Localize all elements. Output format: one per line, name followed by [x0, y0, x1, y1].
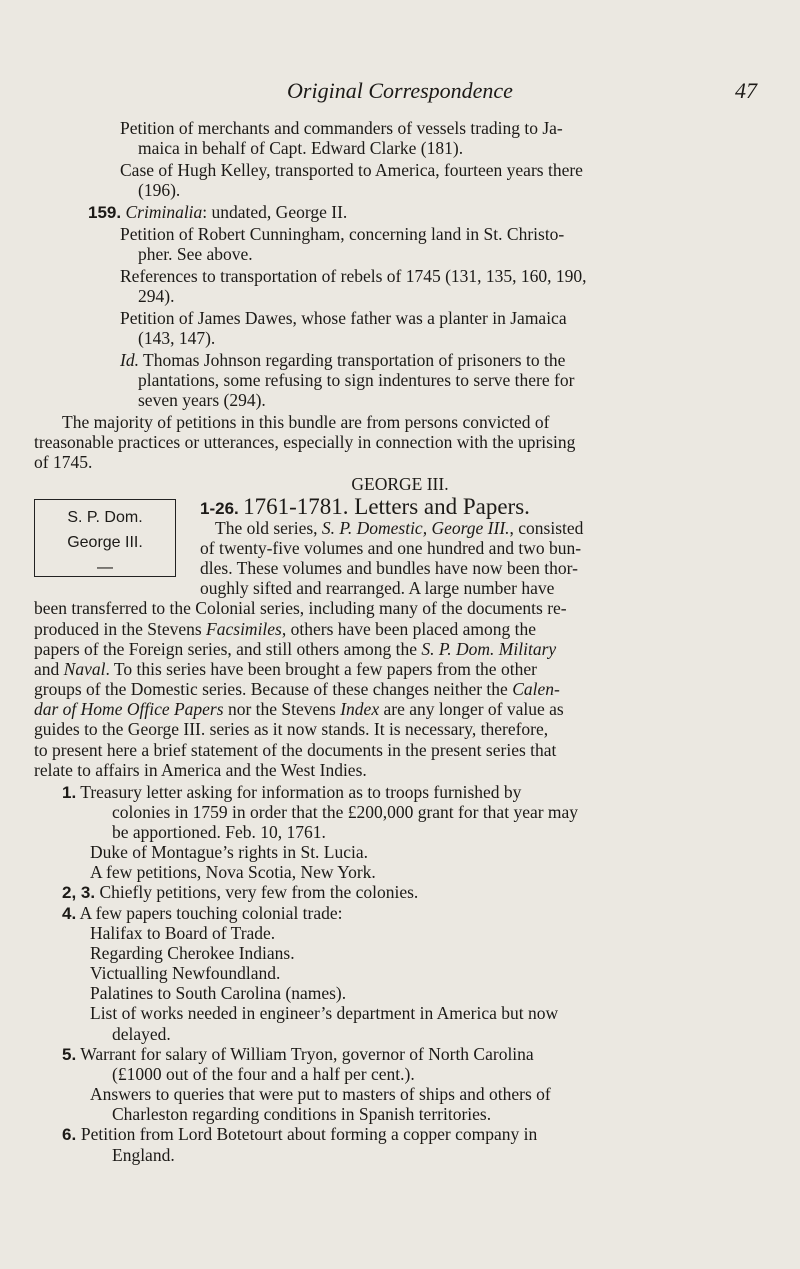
list-item: [62, 782, 521, 803]
item-159-heading: [88, 202, 347, 223]
text-line: Petition of merchants and commanders of vessels trading to Ja-: [120, 118, 563, 138]
section-number: 1-26.: [200, 499, 239, 518]
item-number: 4.: [62, 903, 77, 923]
text-line: dles. These volumes and bundles have now been thor-: [200, 558, 578, 579]
text-span: S. P. Dom. Military: [421, 638, 557, 659]
text-line: pher. See above.: [138, 244, 253, 264]
text-span: Facsimiles: [206, 618, 282, 639]
list-item: [62, 903, 343, 924]
section-heading: GEORGE III.: [351, 474, 449, 495]
text-line: to present here a brief statement of the documents in the present series that: [34, 739, 557, 760]
text-line: [34, 659, 537, 680]
text-line: References to transportation of rebels of 1745 (131, 135, 160, 190,: [120, 265, 587, 286]
text-line: The majority of petitions in this bundle are from persons convicted of: [62, 412, 550, 432]
item-number: 5.: [62, 1044, 77, 1064]
text-line: [34, 679, 560, 700]
text-span: Petition from Lord Botetourt about forming a copper company in: [80, 1124, 538, 1145]
text-span: produced in the Stevens: [34, 618, 207, 639]
text-line: A few petitions, Nova Scotia, New York.: [90, 862, 376, 883]
text-line: (143, 147).: [138, 328, 216, 348]
running-header: [40, 78, 760, 108]
text-line: relate to affairs in America and the West Indies.: [34, 759, 367, 780]
text-line: oughly sifted and rearranged. A large number have: [200, 578, 555, 599]
text-line: [34, 619, 536, 640]
sidebox-top-rule: [35, 499, 175, 500]
text-line: of 1745.: [34, 452, 93, 473]
text-line: Palatines to South Carolina (names).: [90, 983, 347, 1004]
sidebox-bottom-rule: [35, 576, 175, 577]
text-line: [34, 699, 564, 720]
text-line: Petition of James Dawes, whose father was a planter in Jamaica: [120, 307, 567, 328]
item-number: 2, 3.: [62, 883, 96, 903]
text-span: , consisted: [509, 517, 584, 538]
text-line: colonies in 1759 in order that the £200,000 grant for that year may: [112, 801, 579, 822]
text-line: (£1000 out of the four and a half per cent.).: [112, 1063, 415, 1084]
text-line: Duke of Montague’s rights in St. Lucia.: [90, 842, 369, 863]
text-line: [120, 350, 565, 371]
text-span: , others have been placed among the: [281, 618, 537, 639]
text-span: Chiefly petitions, very few from the colonies.: [99, 882, 419, 903]
text-line: delayed.: [112, 1023, 171, 1044]
text-span: The old series,: [215, 517, 322, 538]
text-line: Victualling Newfoundland.: [90, 963, 281, 984]
reference-sidebox: [34, 499, 176, 577]
text-line: [215, 518, 583, 539]
text-line: Regarding Cherokee Indians.: [90, 942, 295, 963]
text-line: [34, 639, 556, 660]
text-span: papers of the Foreign series, and still others among the: [34, 638, 422, 659]
text-span: Treasury letter asking for information as to troops furnished by: [80, 781, 522, 802]
sidebox-line: —: [97, 559, 113, 577]
text-span: dar of Home Office Papers: [34, 699, 224, 720]
text-line: 294).: [138, 286, 175, 306]
list-item: [62, 1124, 537, 1145]
text-span: Index: [340, 699, 380, 720]
text-line: plantations, some refusing to sign indentures to serve there for: [138, 370, 575, 390]
text-span: Warrant for salary of William Tryon, governor of North Carolina: [80, 1043, 534, 1064]
text-line: Petition of Robert Cunningham, concerning land in St. Christo-: [120, 223, 565, 244]
text-line: Case of Hugh Kelley, transported to America, fourteen years there: [120, 160, 583, 180]
text-span: Thomas Johnson regarding transportation of prisoners to the: [138, 349, 566, 370]
text-line: guides to the George III. series as it now stands. It is necessary, therefore,: [34, 719, 549, 740]
item-title: Criminalia: [125, 202, 203, 222]
text-line: seven years (294).: [138, 390, 266, 411]
text-line: been transferred to the Colonial series, including many of the documents re-: [34, 598, 567, 619]
text-line: of twenty-five volumes and one hundred and two bun-: [200, 538, 582, 558]
list-item: [62, 1044, 534, 1065]
text-line: (196).: [138, 180, 181, 201]
text-line: England.: [112, 1144, 175, 1165]
item-rest: : undated, George II.: [202, 202, 348, 222]
page-title: Original Correspondence: [287, 78, 513, 103]
sidebox-line: S. P. Dom.: [67, 509, 143, 527]
text-line: Charleston regarding conditions in Spanish territories.: [112, 1104, 492, 1125]
text-span: groups of the Domestic series. Because of these changes neither the: [34, 679, 513, 700]
id-abbreviation: Id.: [120, 349, 139, 370]
text-line: maica in behalf of Capt. Edward Clarke (181).: [138, 138, 464, 159]
item-number: 159.: [88, 203, 122, 222]
text-line: treasonable practices or utterances, especially in connection with the uprising: [34, 432, 576, 453]
item-number: 6.: [62, 1125, 81, 1145]
text-span: and: [34, 658, 64, 679]
text-span: A few papers touching colonial trade:: [79, 902, 343, 923]
text-span: S. P. Domestic, George III.: [321, 517, 510, 538]
text-line: Halifax to Board of Trade.: [90, 922, 276, 943]
page-number: 47: [735, 78, 757, 103]
list-item: [62, 882, 418, 903]
sidebox-line: George III.: [67, 534, 143, 552]
text-span: nor the Stevens: [223, 699, 341, 720]
text-span: are any longer of value as: [379, 699, 564, 720]
item-number: 1.: [62, 782, 77, 802]
section-dates: 1761-1781. Letters and Papers.: [243, 494, 530, 519]
section-title-line: [200, 496, 530, 519]
text-span: Calen-: [512, 679, 560, 700]
text-line: List of works needed in engineer’s department in America but now: [90, 1003, 559, 1024]
text-line: Answers to queries that were put to masters of ships and others of: [90, 1084, 551, 1105]
text-line: be apportioned. Feb. 10, 1761.: [112, 821, 326, 842]
text-span: . To this series have been brought a few papers from the other: [105, 658, 537, 679]
text-span: Naval: [63, 658, 106, 679]
